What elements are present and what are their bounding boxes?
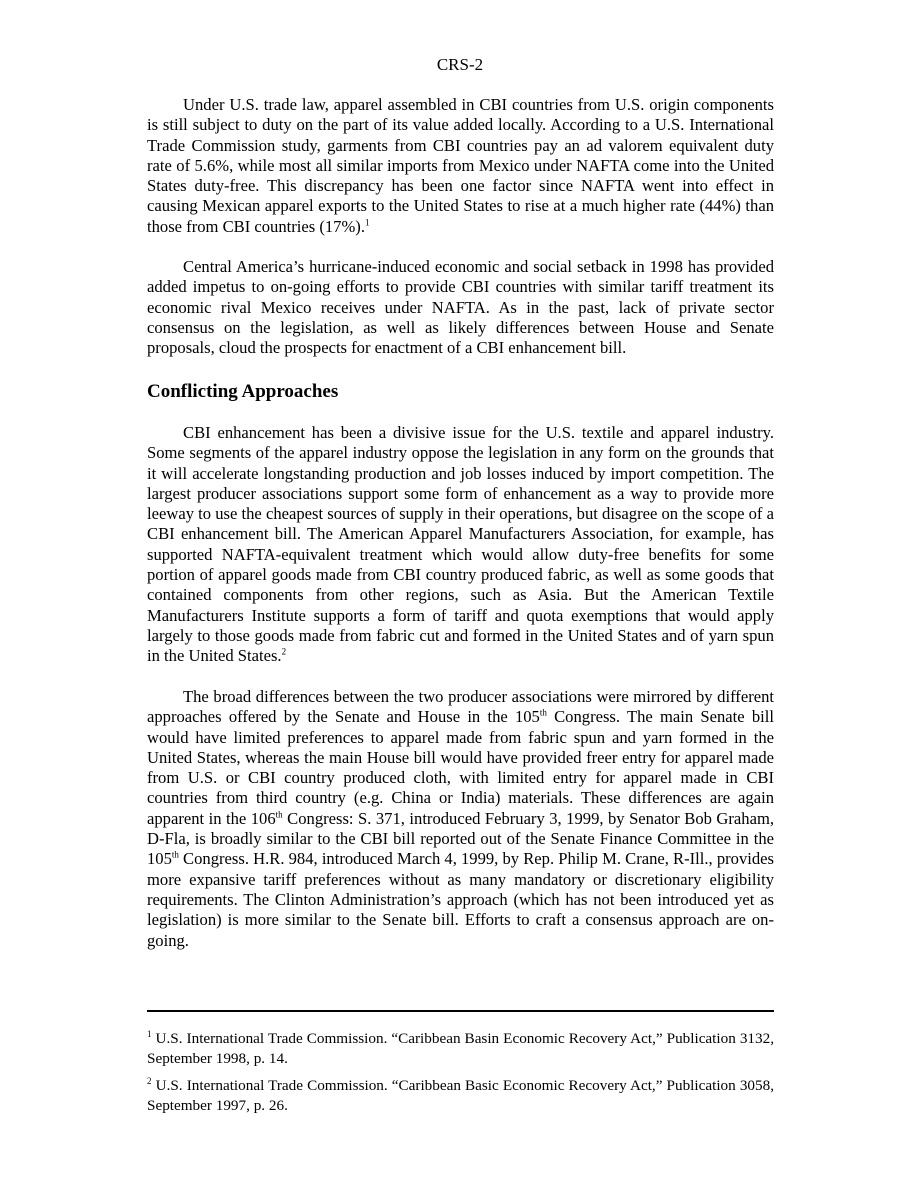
paragraph-trade-law — [147, 95, 774, 237]
footnote-ref-1[interactable]: 1 — [364, 217, 370, 228]
paragraph-text: Congress: S. 371, introduced February 3, 1999, by Senator Bob Graham, D-Fla, is broadly similar to the CBI bill reported out of the Senate Finance Committee in the 105 — [147, 808, 774, 869]
paragraph-hurricane — [147, 257, 774, 358]
page-header: CRS-2 — [436, 55, 484, 74]
paragraph-text: CBI enhancement has been a divisive issue for the U.S. textile and apparel industry. Some segments of the apparel industry oppose the legislation in any form on the grounds that it will accelerate longstanding production and job losses induced by import competition. The largest producer associations support some form of enhancement as a way to provide more leeway to use the cheapest sources of supply in their operations, but disagree on the scope of a CBI enhancement bill. The American Apparel Manufacturers Association, for example, has supported NAFTA-equivalent treatment which would allow duty-free benefits for some portion of apparel goods made from CBI country produced fabric, as well as some goods that contained components from other regions, such as Asia. But the American Textile Manufacturers Institute supports a form of tariff and quota exemptions that would apply largely to those goods made from fabric cut and formed in the United States and of yarn spun in the United States. — [147, 423, 774, 666]
paragraph-broad-differences — [147, 687, 774, 951]
footnote-1 — [147, 1029, 774, 1068]
paragraph-text: The broad differences between the two producer associations were mirrored by different approaches offered by the Senate and House in the 105 — [147, 687, 774, 727]
ordinal-suffix: th — [171, 849, 179, 860]
paragraph-text: Central America’s hurricane-induced economic and social setback in 1998 has provided added impetus to on-going efforts to provide CBI countries with similar tariff treatment its economic rival Mexico receives under NAFTA. As in the past, lack of private sector consensus on the legislation, as well as likely differences between House and Senate proposals, cloud the prospects for enactment of a CBI enhancement bill. — [147, 257, 774, 358]
section-heading: Conflicting Approaches — [147, 381, 339, 402]
footnote-2 — [147, 1076, 774, 1115]
paragraph-text: Under U.S. trade law, apparel assembled in CBI countries from U.S. origin components is still subject to duty on the part of its value added locally. According to a U.S. International Trade Commission study, garments from CBI countries pay an ad valorem equivalent duty rate of 5.6%, while most all similar imports from Mexico under NAFTA come into the United States duty-free. This discrepancy has been one factor since NAFTA went into effect in causing Mexican apparel exports to the United States to rise at a much higher rate (44%) than those from CBI countries (17%). — [147, 95, 774, 236]
footnote-number: 2 — [147, 1075, 152, 1086]
footnote-ref-2[interactable]: 2 — [281, 646, 287, 657]
paragraph-text: Congress. H.R. 984, introduced March 4, 1999, by Rep. Philip M. Crane, R-Ill., provides more expansive tariff preferences without as many mandatory or discretionary eligibility requirements. The Clinton Administration’s approach (which has not been introduced yet as legislation) is more similar to the Senate bill. Efforts to craft a consensus approach are on-going. — [147, 849, 774, 950]
paragraph-text: Congress. The main Senate bill would have limited preferences to apparel made from fabric spun and yarn formed in the United States, whereas the main House bill would have provided freer entry for apparel made from U.S. or CBI country produced cloth, with limited entry for apparel made in CBI countries from third country (e.g. China or India) materials. These differences are again apparent in the 106 — [147, 707, 774, 828]
footnote-text: U.S. International Trade Commission. “Caribbean Basic Economic Recovery Act,” Publication 3058, September 1997, p. 26. — [147, 1077, 774, 1114]
ordinal-suffix: th — [539, 707, 547, 718]
footnote-number: 1 — [147, 1028, 152, 1039]
ordinal-suffix: th — [275, 809, 283, 820]
footnote-text: U.S. International Trade Commission. “Caribbean Basin Economic Recovery Act,” Publication 3132, September 1998, p. 14. — [147, 1030, 774, 1067]
footnote-divider — [147, 1010, 774, 1012]
paragraph-cbi-enhancement — [147, 423, 774, 667]
